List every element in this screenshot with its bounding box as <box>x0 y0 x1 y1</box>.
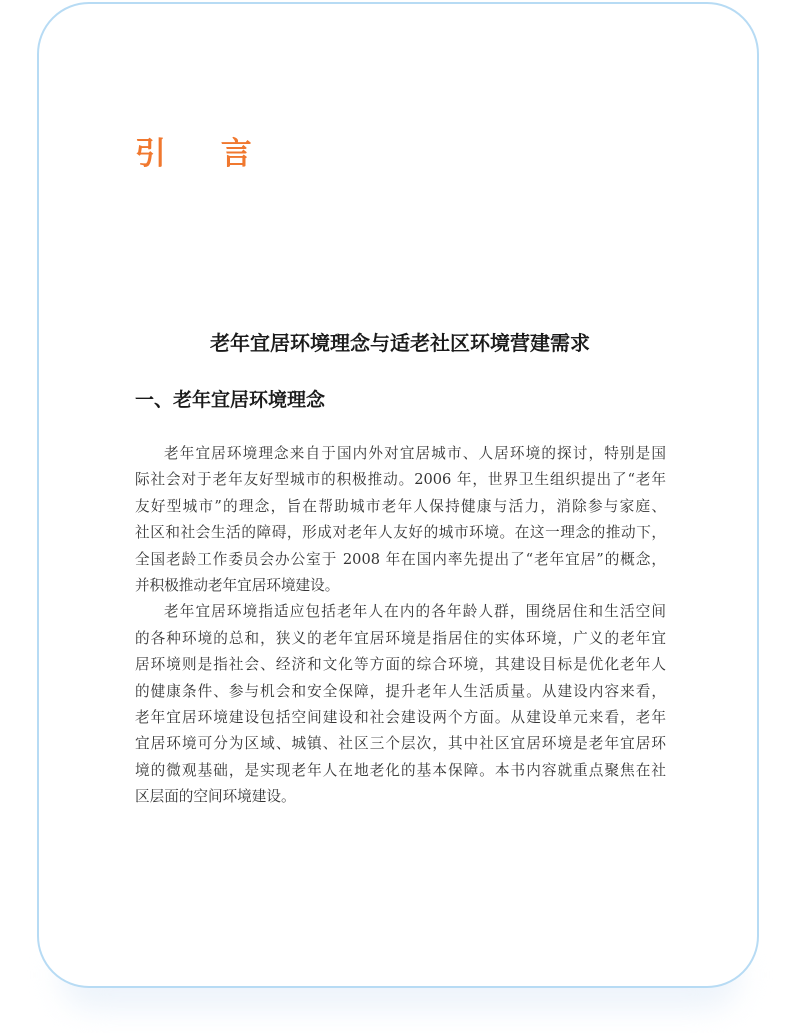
text-line: 老年宜居环境建设包括空间建设和社会建设两个方面。从建设单元来看，老年 <box>135 708 666 726</box>
text-line: 宜居环境可分为区域、城镇、社区三个层次，其中社区宜居环境是老年宜居环 <box>135 735 666 753</box>
text-line: 居环境则是指社会、经济和文化等方面的综合环境，其建设目标是优化老年人 <box>135 656 666 674</box>
section-heading: 一、老年宜居环境理念 <box>135 389 326 411</box>
text-line: 际社会对于老年友好型城市的积极推动。2006 年，世界卫生组织提出了“老年 <box>135 471 666 489</box>
text-line: 的健康条件、参与机会和安全保障，提升老年人生活质量。从建设内容来看， <box>135 682 666 700</box>
intro-title: 引 言 <box>135 136 274 172</box>
main-heading: 老年宜居环境理念与适老社区环境营建需求 <box>210 331 590 355</box>
text-line: 社区和社会生活的障碍，形成对老年人友好的城市环境。在这一理念的推动下， <box>135 524 666 542</box>
paragraph-1 <box>135 441 666 599</box>
text-line: 老年宜居环境指适应包括老年人在内的各年龄人群，围绕居住和生活空间 <box>164 603 666 621</box>
text-line: 区层面的空间环境建设。 <box>135 788 296 806</box>
body-text <box>135 441 666 810</box>
text-line: 全国老龄工作委员会办公室于 2008 年在国内率先提出了“老年宜居”的概念， <box>135 550 666 568</box>
text-line: 境的微观基础，是实现老年人在地老化的基本保障。本书内容就重点聚焦在社 <box>135 761 666 779</box>
text-line: 并积极推动老年宜居环境建设。 <box>135 576 340 594</box>
text-line: 的各种环境的总和，狭义的老年宜居环境是指居住的实体环境，广义的老年宜 <box>135 629 666 647</box>
text-line: 友好型城市”的理念，旨在帮助城市老年人保持健康与活力，消除参与家庭、 <box>135 497 666 515</box>
text-line: 老年宜居环境理念来自于国内外对宜居城市、人居环境的探讨，特别是国 <box>164 445 666 462</box>
paragraph-2 <box>135 599 666 810</box>
